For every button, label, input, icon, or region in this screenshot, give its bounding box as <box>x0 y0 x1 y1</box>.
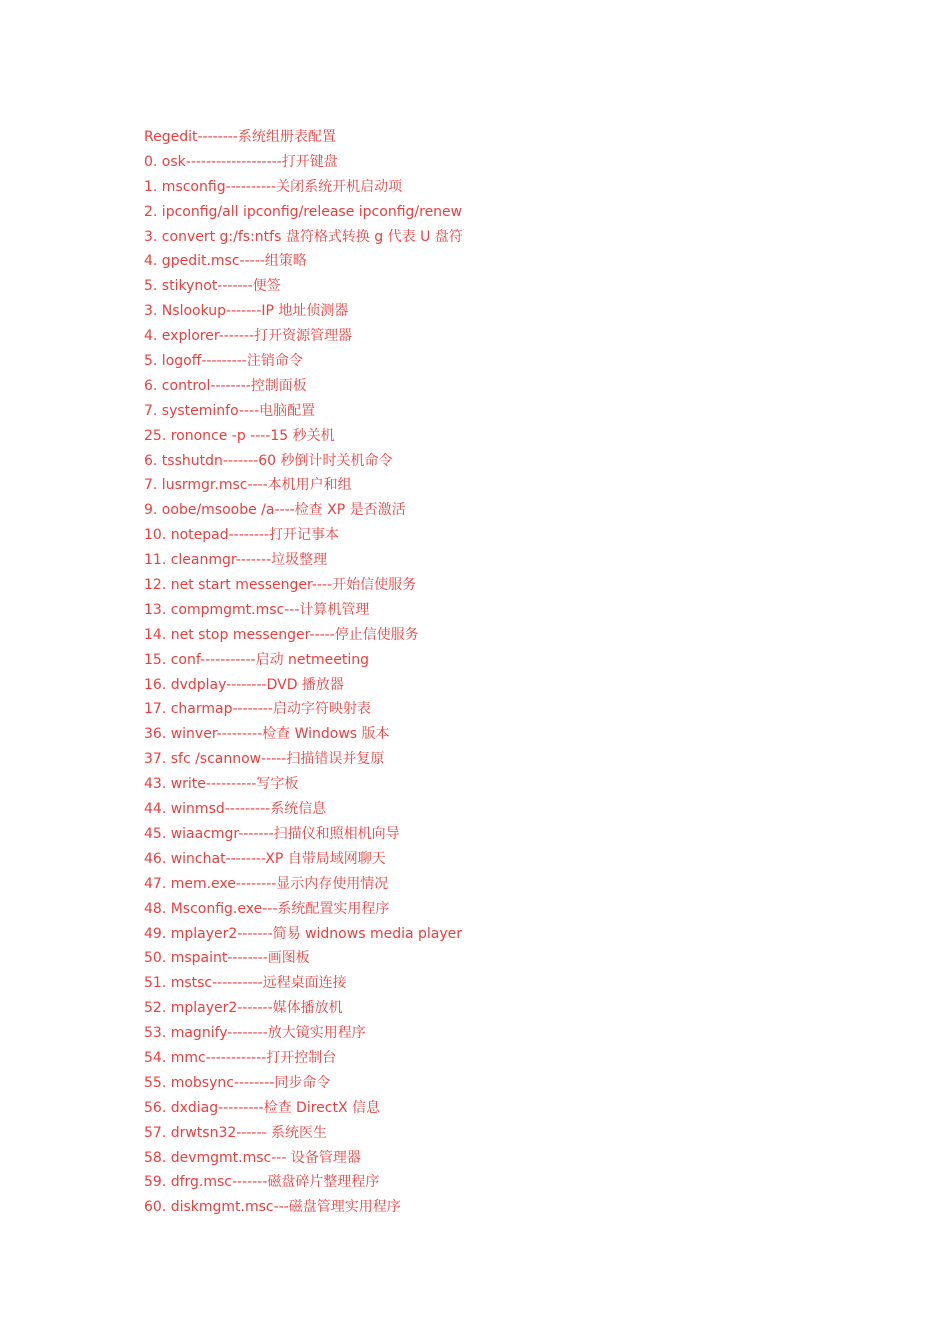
command-line: 3. convert g:/fs:ntfs 盘符格式转换 g 代表 U 盘符 <box>144 228 463 245</box>
command-line: 45. wiaacmgr-------扫描仪和照相机向导 <box>144 825 400 842</box>
command-line: 5. logoff---------注销命令 <box>144 353 303 370</box>
command-line: 60. diskmgmt.msc---磁盘管理实用程序 <box>144 1199 401 1216</box>
command-line: 6. control--------控制面板 <box>144 377 307 394</box>
command-line: Regedit--------系统组册表配置 <box>144 129 336 145</box>
command-line: 11. cleanmgr-------垃圾整理 <box>144 552 328 569</box>
command-line: 10. notepad--------打开记事本 <box>144 527 340 544</box>
command-line: 43. write----------写字板 <box>144 776 299 793</box>
command-line: 54. mmc------------打开控制台 <box>144 1049 337 1066</box>
command-line: 44. winmsd---------系统信息 <box>144 801 327 818</box>
command-line: 17. charmap--------启动字符映射表 <box>144 701 371 718</box>
command-line: 0. osk-------------------打开键盘 <box>144 153 338 170</box>
command-line: 57. drwtsn32------ 系统医生 <box>144 1124 328 1141</box>
command-line: 56. dxdiag---------检查 DirectX 信息 <box>144 1099 381 1116</box>
command-line: 47. mem.exe--------显示内存使用情况 <box>144 875 389 892</box>
command-line: 46. winchat--------XP 自带局域网聊天 <box>144 850 386 867</box>
command-line: 49. mplayer2-------简易 widnows media player <box>144 925 463 942</box>
command-line: 12. net start messenger----开始信使服务 <box>144 577 417 594</box>
command-line: 4. explorer-------打开资源管理器 <box>144 328 353 345</box>
command-line: 1. msconfig----------关闭系统开机启动项 <box>144 178 403 195</box>
command-line: 9. oobe/msoobe /a----检查 XP 是否激活 <box>144 502 406 519</box>
command-line: 3. Nslookup-------IP 地址侦测器 <box>144 303 349 320</box>
command-line: 25. rononce -p ----15 秒关机 <box>144 427 335 444</box>
command-line: 58. devmgmt.msc--- 设备管理器 <box>144 1149 361 1166</box>
command-line: 7. systeminfo----电脑配置 <box>144 402 316 419</box>
command-line: 59. dfrg.msc-------磁盘碎片整理程序 <box>144 1174 380 1191</box>
command-line: 6. tsshutdn-------60 秒倒计时关机命令 <box>144 452 393 469</box>
command-line: 16. dvdplay--------DVD 播放器 <box>144 676 344 693</box>
command-line: 15. conf-----------启动 netmeeting <box>144 651 370 668</box>
command-line: 53. magnify--------放大镜实用程序 <box>144 1025 366 1042</box>
command-line: 2. ipconfig/all ipconfig/release ipconfig/renew <box>144 203 463 220</box>
command-line: 14. net stop messenger-----停止信使服务 <box>144 626 419 643</box>
command-line: 13. compmgmt.msc---计算机管理 <box>144 601 370 618</box>
command-line: 51. mstsc----------远程桌面连接 <box>144 975 347 992</box>
command-line: 50. mspaint--------画图板 <box>144 950 310 967</box>
command-list <box>144 125 463 1220</box>
command-line: 7. lusrmgr.msc----本机用户和组 <box>144 477 352 494</box>
command-line: 36. winver---------检查 Windows 版本 <box>144 726 390 743</box>
command-line: 5. stikynot-------便签 <box>144 278 281 295</box>
command-line: 4. gpedit.msc-----组策略 <box>144 253 307 270</box>
command-line: 52. mplayer2-------媒体播放机 <box>144 1000 343 1017</box>
command-line: 48. Msconfig.exe---系统配置实用程序 <box>144 900 390 917</box>
command-line: 55. mobsync--------同步命令 <box>144 1074 331 1091</box>
command-line: 37. sfc /scannow-----扫描错误并复原 <box>144 751 385 768</box>
